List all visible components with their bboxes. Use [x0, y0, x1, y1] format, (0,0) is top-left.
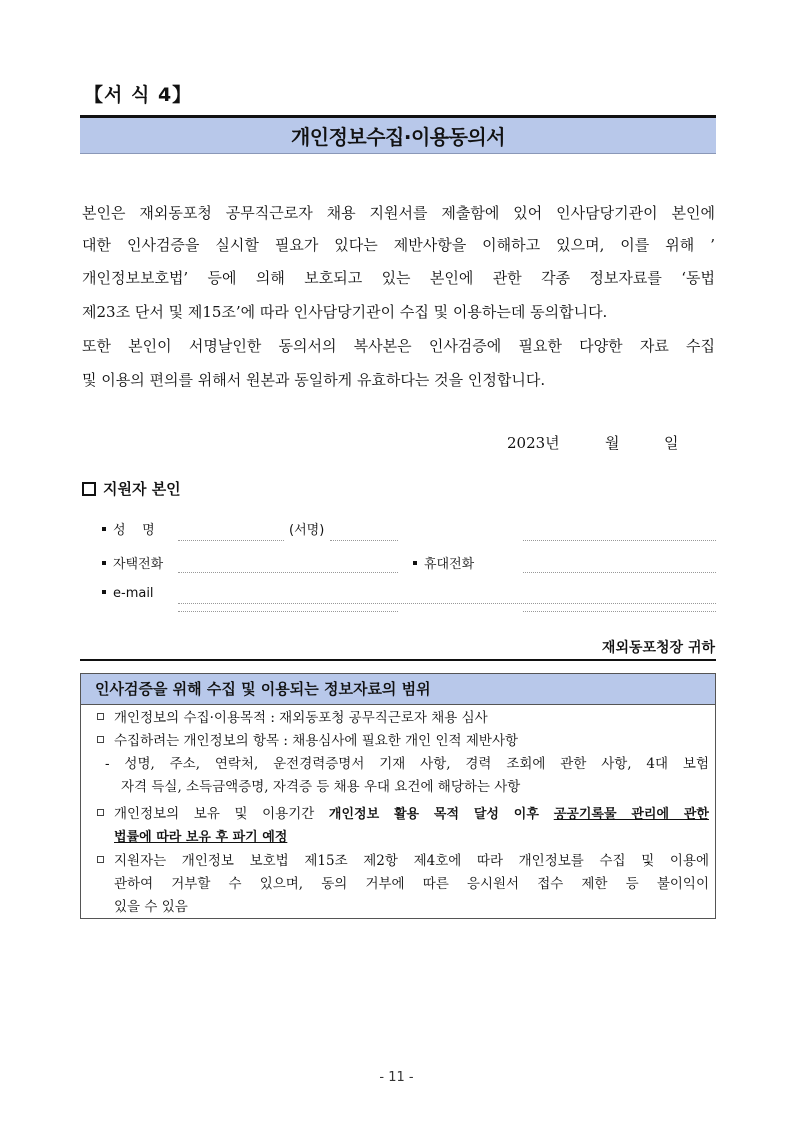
small-square-icon	[97, 856, 104, 863]
divider	[80, 659, 716, 661]
body-line-6: 및 이용의 편의를 위해서 원본과 동일하게 유효하다는 것을 인정합니다.	[82, 371, 546, 389]
body-line-5: 또한 본인이 서명날인한 동의서의 복사본은 인사검증에 필요한 다양한 자료 수집	[82, 337, 715, 355]
home-phone-label: 자택전화	[102, 553, 163, 572]
info-box	[80, 673, 716, 919]
signature-label: (서명)	[289, 523, 325, 538]
date-day: 일	[664, 434, 679, 452]
applicant-heading	[82, 478, 181, 499]
name-field[interactable]	[178, 540, 284, 541]
bullet-icon	[413, 561, 417, 565]
addressee: 재외동포청장 귀하	[601, 640, 715, 656]
info-items-label: 수집하려는 개인정보의 항목 : 채용심사에 필요한 개인 인적 제반사항	[97, 732, 709, 750]
body-line-1: 본인은 재외동포청 공무직근로자 채용 지원서를 제출함에 있어 인사담당기관이 본인에	[82, 204, 715, 222]
email-field-line-2[interactable]	[178, 611, 398, 612]
email-field-line-3[interactable]	[523, 611, 716, 612]
checkbox-square-icon	[82, 482, 96, 496]
bullet-icon	[102, 561, 106, 565]
name-label: 성 명	[102, 519, 155, 538]
info-items-detail-1: - 성명, 주소, 연락처, 운전경력증명서 기재 사항, 경력 조회에 관한 사항, 4대 보험	[105, 756, 709, 772]
mobile-label: 휴대전화	[413, 553, 474, 572]
info-items-detail-2: 자격 득실, 소득금액증명, 자격증 등 채용 우대 요건에 해당하는 사항	[121, 779, 521, 795]
info-purpose: 개인정보의 수집·이용목적 : 재외동포청 공무직근로자 채용 심사	[97, 709, 709, 727]
page-number: - 11 -	[379, 1070, 414, 1085]
body-line-3: 개인정보보호법’ 등에 의해 보호되고 있는 본인에 관한 각종 정보자료를 ‘동법	[82, 269, 715, 287]
home-phone-field[interactable]	[178, 572, 398, 573]
applicant-heading-text: 지원자 본인	[103, 480, 181, 498]
info-refusal-3: 있을 수 있음	[114, 899, 188, 915]
date-year: 2023년	[507, 434, 560, 452]
bullet-icon	[102, 527, 106, 531]
info-retention-1: 개인정보의 보유 및 이용기간 개인정보 활용 목적 달성 이후 공공기록물 관리에 관한	[97, 805, 709, 824]
bullet-icon	[102, 590, 106, 594]
info-refusal-2: 관하여 거부할 수 있으며, 동의 거부에 따른 응시원서 접수 제한 등 불이익이	[114, 876, 709, 892]
mobile-field[interactable]	[523, 572, 716, 573]
info-box-heading: 인사검증을 위해 수집 및 이용되는 정보자료의 범위	[81, 674, 715, 705]
page-title: 개인정보수집·이용동의서	[290, 125, 506, 149]
body-line-2: 대한 인사검증을 실시할 필요가 있다는 제반사항을 이해하고 있으며, 이를 위해 ’	[82, 236, 715, 254]
small-square-icon	[97, 736, 104, 743]
email-label: e-mail	[102, 586, 154, 601]
form-number: 【서 식 4】	[84, 84, 193, 106]
info-refusal-1: 지원자는 개인정보 보호법 제15조 제2항 제4호에 따라 개인정보를 수집 및 이용에	[97, 852, 709, 870]
info-retention-2: 법률에 따라 보유 후 파기 예정	[114, 830, 288, 845]
small-square-icon	[97, 713, 104, 720]
small-square-icon	[97, 809, 104, 816]
signature-field[interactable]	[330, 540, 398, 541]
body-line-4: 제23조 단서 및 제15조’에 따라 인사담당기관이 수집 및 이용하는데 동의합니다.	[82, 303, 608, 321]
date-month: 월	[605, 434, 620, 452]
name-extra-field[interactable]	[523, 540, 716, 541]
title-bar	[80, 115, 716, 154]
email-field[interactable]	[178, 603, 716, 604]
